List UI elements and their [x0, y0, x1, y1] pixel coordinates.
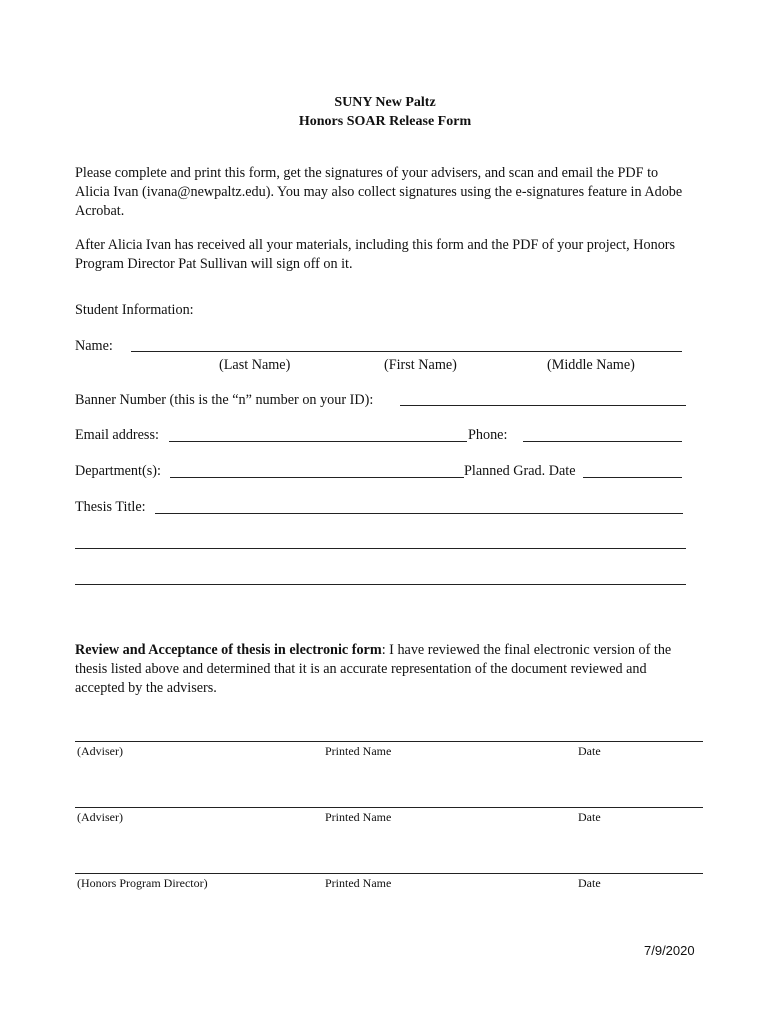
signature-date-2: Date [578, 810, 601, 824]
department-input[interactable] [172, 460, 466, 476]
banner-number-underline [400, 405, 686, 406]
phone-label: Phone: [468, 427, 508, 443]
signature-printed-name-1: Printed Name [325, 744, 392, 758]
signature-date-1: Date [578, 744, 601, 758]
name-label: Name: [75, 338, 113, 354]
footer-date-stamp: 7/9/2020 [644, 943, 695, 958]
thesis-title-input-2[interactable] [77, 531, 688, 547]
first-name-hint: (First Name) [384, 357, 457, 373]
name-input[interactable] [133, 334, 683, 350]
banner-number-label: Banner Number (this is the “n” number on your ID): [75, 392, 374, 408]
form-title: Honors SOAR Release Form [298, 114, 472, 129]
name-underline [131, 351, 682, 352]
signature-line-director[interactable] [75, 873, 703, 874]
last-name-hint: (Last Name) [219, 357, 291, 373]
thesis-title-label: Thesis Title: [75, 499, 146, 515]
department-label: Department(s): [75, 463, 161, 479]
phone-input[interactable] [525, 424, 684, 440]
banner-number-input[interactable] [402, 388, 688, 404]
signature-date-3: Date [578, 876, 601, 890]
department-underline [170, 477, 464, 478]
signature-line-adviser-2[interactable] [75, 807, 703, 808]
grad-date-underline [583, 477, 682, 478]
signature-role-adviser-1: (Adviser) [77, 744, 123, 758]
signature-printed-name-2: Printed Name [325, 810, 392, 824]
phone-underline [523, 441, 682, 442]
grad-date-input[interactable] [585, 460, 684, 476]
thesis-title-input-3[interactable] [77, 567, 688, 583]
review-heading: Review and Acceptance of thesis in electronic form [75, 642, 382, 658]
signature-line-adviser-1[interactable] [75, 741, 703, 742]
intro-paragraph-1: Please complete and print this form, get the signatures of your advisers, and scan and email the PDF to Alicia Ivan (ivana@newpaltz.edu). You may also collect signatures using the e-signatures feature in Adobe Acrobat. [75, 165, 683, 219]
intro-paragraph-2: After Alicia Ivan has received all your materials, including this form and the PDF of your project, Honors Program Director Pat Sullivan will sign off on it. [75, 237, 676, 272]
review-body: : I have reviewed the final electronic version of the thesis listed above and determined that it is an accurate representation of the document reviewed and accepted by the advisers. [75, 642, 672, 696]
review-paragraph [75, 641, 690, 698]
signature-role-adviser-2: (Adviser) [77, 810, 123, 824]
thesis-title-underline-1 [155, 513, 683, 514]
thesis-title-underline-3 [75, 584, 686, 585]
email-underline [169, 441, 467, 442]
email-input[interactable] [171, 424, 469, 440]
student-info-heading: Student Information: [75, 302, 194, 318]
institution-title: SUNY New Paltz [334, 95, 436, 110]
signature-role-director: (Honors Program Director) [77, 876, 208, 890]
middle-name-hint: (Middle Name) [547, 357, 635, 373]
thesis-title-input-1[interactable] [157, 496, 685, 512]
email-label: Email address: [75, 427, 159, 443]
signature-printed-name-3: Printed Name [325, 876, 392, 890]
thesis-title-underline-2 [75, 548, 686, 549]
grad-date-label: Planned Grad. Date [464, 463, 576, 479]
